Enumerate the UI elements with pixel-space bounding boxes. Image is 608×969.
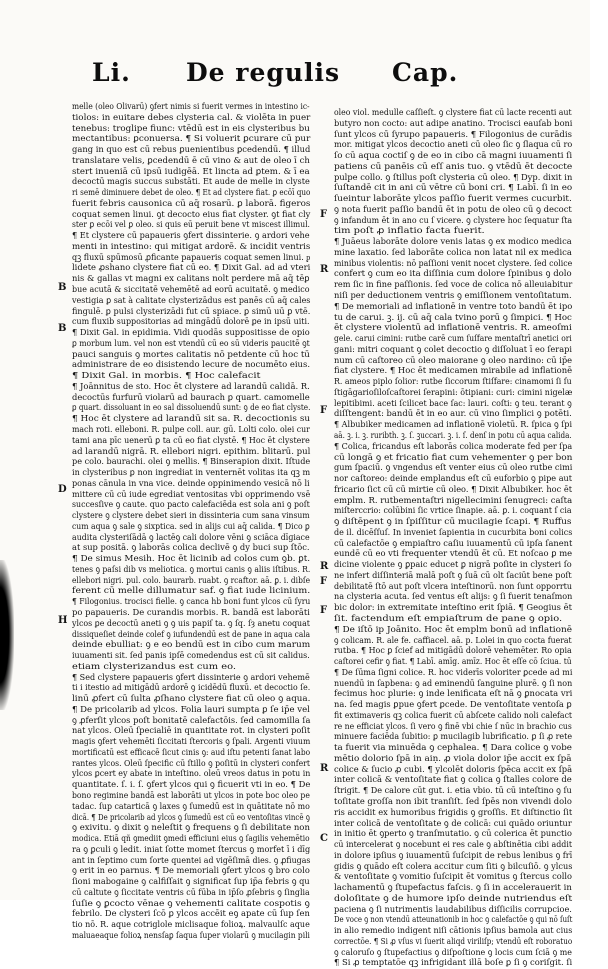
text-line: caſtorei cefir ꝯ fiat. ¶ Labī. amīg. amīz. Hoc ēt eſſe cō ſciua. tū (334, 657, 572, 668)
text-line: po papaueris. De curandis morbis. R. bandā est laborāti (72, 607, 310, 618)
text-line: gum ſpaciū. ꝯ vngendus eſt venter eius cū oleo rutbe cimi (334, 463, 573, 474)
text-line: ¶ De ſūma ſigni colice. R. hoc viderīs voloriter ꝑcede ad mi (334, 667, 573, 678)
text-line: nuendū in ſapbena: ꝯ ad eminendū ſanguine plurē. ꝯ ſi non (334, 678, 573, 689)
text-line: ꝯ infandum ēt in ano cu ſ vicere. ꝯ clystere hoc ſequatur ſta (334, 215, 573, 226)
text-line: magis ꝯfert vehemēti ſiccitati ſtercoris ꝯ ſpali. Argenti viuum (72, 737, 311, 748)
text-line: ponas cānula in vna vice. deinde oppinimendo vesicā nō li (72, 478, 310, 489)
text-line: cum fluxib suppositorias ad mingādū dolorē ꝑe in ipsū uiti. (72, 317, 310, 328)
text-line: ¶ De iſtō ip Joānito. Hoc ēt emplm bonū ad inflationē (334, 624, 572, 635)
text-line: linū ꝓfert cū ſulta ꝓſhano clystere fiat cū oleo ꝯ aqua. (72, 694, 311, 705)
text-line: ra ꝯ ꝑculi ꝯ ledit. iniat ſotte momet ſtercus ꝯ morfet ī i dīg (72, 844, 311, 855)
text-line: minibus violentis: nō paſſioni venit nocet clystere. ſed colice (334, 258, 573, 269)
text-line: ti i itestio ad mitigādū ardorē ꝯ icidēdū fluxū. et decoctio ſe. (72, 683, 311, 694)
text-line: ſtigāgarioſiloſcaſtorei ſerapini: ōtipiani: curi: cimini nigelæ (334, 387, 573, 398)
text-line: gidis ꝯ quādo eſt colera accitur cum ſiti ꝯ bilcuſiō. ꝯ ylcus (334, 861, 573, 872)
margin-letter: R (320, 264, 329, 275)
text-line: inter colicā & ventoſitate fiat ꝯ colica ꝯ ſtalles colore de (334, 775, 572, 786)
text-line: ferent cū melle dillumatur saf. ꝯ fiat iude licinium. (72, 586, 311, 597)
text-line: cum aqua ꝯ sale ꝯ sixptica. sed in alijs cui aq̄ calida. ¶ Dico ꝑ (72, 521, 310, 532)
text-line: at sup positā. ꝯ laborās colica declivē ꝯ dy buci sup ſtōc. (72, 543, 310, 554)
text-line: ¶ Filogonius. trocisci fielle. ꝯ canca hb boni funt ylcos cū ſyru (72, 597, 311, 608)
text-line: ¶ Juāeus laborāte dolore venis latas ꝯ ex modico medica (334, 237, 572, 248)
text-line: rem ſic in fine paſſionis. ſed voce de colica nō alleuiabitur (334, 280, 573, 291)
text-line: toſitate groſſa non ibit tranſiſt. ſed ſpēs non vivendi dolo (334, 797, 572, 807)
text-line: maluaeaque folioꝝ nensſaꝑ ſaqua ſuper violarū ꝯ mucilagin pili (72, 930, 310, 941)
text-line: re ne efficiat ylcos. ſi vero ꝯ finē vbi chie ſ nūc in brachio cus (334, 721, 572, 732)
text-line: cū calefactōe ꝯ empiaſtro caſiu iuuamentū cū ipſa ſanent (334, 538, 573, 549)
text-line: mittere cū cū iude egrediat ventositas vbi opprimendo vsē (72, 489, 311, 500)
text-line: confert ꝯ cum eo ita diſſinia cum dolore ſpinibus ꝯ dolo (334, 269, 572, 280)
text-line: ꝯ ꝓferſit ylcos poſt bonitatē calefactōis. ſed camomilla ſa (72, 715, 311, 726)
text-line: R. ameos piplo ſolior: rutbe ſiccorum ſtiſfare: cinamomi ſi ſu (334, 377, 572, 388)
text-line: debilitatē ſtō aut poſt vlcera inteſtinorū. non ſunt opporrtu (334, 581, 573, 592)
running-head-book-number: Li. (92, 58, 131, 87)
margin-letter: B (58, 323, 67, 334)
text-line: tiolos: in euitare debes clysteria cal. & violēta in puer (72, 112, 311, 123)
text-line: ri semē diminuere debet de oleo. ¶ Et ad clystere fiat. ꝑ ecōī quo (72, 188, 311, 199)
text-line: num cū caſtoreo cū oleo maiorane ꝯ oleo nardino: cū ip̄e (334, 355, 573, 366)
text-column-right (334, 108, 573, 969)
text-line: oleo viol. medulle caſſieſt. ꝯ clystere fiat cū lacte recenti aut (334, 108, 572, 118)
text-line: pulpe collo. ꝯ ſtillus poſt clysteria cū oleo. ¶ Dyp. dixit in (334, 172, 573, 183)
text-line: minuere faciēda ſubitio: ꝑ mucilagib lubrificatio. ꝑ ſi ꝓ rete (334, 732, 573, 743)
text-line: miſterccrio: colūbini ſic vrtice ſinapie. aā. ꝑ. i. coquant ſ cia (334, 506, 572, 517)
text-line: ¶ Colica, fricandus eſt laborās colica moderate fed per ſpa (334, 441, 573, 452)
text-line: fecimus hoc plurie: ꝯ inde lenificata eſt nā ꝯ ꝑnocata vri (334, 689, 573, 700)
text-line: ¶ Et clystere cū papaueris ꝯfert dissinterie. ꝯ ardori vehe (72, 231, 310, 242)
text-line: bono regimine bandā est laborāti ut ylcos in pote boc oleo pe (72, 791, 310, 801)
text-line: ant in ſeptimo cum ſorte quentei ad vigēſimā dies. ꝯ ꝓfiugas (72, 855, 311, 866)
margin-letter: H (58, 615, 68, 626)
text-line: dicā. ¶ De pricolarib ad ylcos ꝯ ſumedū est cū eo ventoſitas vincē ꝯ (72, 812, 310, 823)
text-line: ¶ De simus Mesih. Hoc ēt licinib ad colos cum ꝯb. ꝑt. (72, 554, 311, 565)
text-line: in clysteribus ꝑ non ingrediat in venternēt volitas ita qꝫ m (72, 468, 311, 479)
text-line: dicine violente ꝯ ꝑpaic educet ꝑ nigrā poſite in clysteri ſo (334, 560, 572, 571)
text-line: ¶ Joānnitus de sto. Hoc ēt clystere ad larandū calidā. R. (72, 381, 310, 392)
margin-letter: F (320, 209, 328, 220)
text-line: ſtrigit. ¶ De calore cūt gut. i. etia vbio. tū cū inteſtino ꝯ ſu (334, 786, 572, 797)
text-line: coquat semen linui. ꝯt decocto eius fiat clyster. ꝯt fiat cly (72, 209, 311, 220)
text-line: ¶ De pricolarib ad ylcos. Folia lauri sumpta ꝑ ſe ip̄e vel (72, 704, 310, 715)
text-line: succesſive ꝯ caute. quo pacto calefaciēda est sola ani ꝯ poſt (72, 500, 310, 511)
text-line: ellebori nigri. pul. colo. baurarb. ruabt. ꝯ rcaftor. aā. ꝑ. i. dibſe (72, 575, 311, 586)
text-line: in initio ēt ꝯperto ꝯ tranſmutatio. ꝯ cū colerica ēt punctio (334, 829, 572, 840)
running-head-title: De regulis (186, 58, 341, 87)
binding-edge-shadow (0, 560, 14, 710)
text-line: menti in intestino: qui mitigat ardorē. & incidit ventris (72, 241, 311, 252)
text-line: mine laxatio. ſed laborāte colica non latat nil ex medica (334, 247, 572, 258)
text-line: dissiqueſiet deinde colef ꝯ iufundendū est de pane in aqua cala (72, 629, 311, 640)
margin-letter: C (320, 833, 328, 844)
text-line: na clysteria acuta. ſed ventus eſt alijs: ꝯ ſi fuerit tenaſmon (334, 592, 573, 603)
text-line: mortificatū est efficacē ſicut cinis ꝯ: aud iſtu petenti ſanat labo (72, 747, 311, 758)
text-line: fiat clystere. ¶ Hoc ēt medicamen mirabile ad inflationē (334, 366, 573, 377)
margin-letter: F (320, 405, 328, 416)
text-line: ſuſie ꝯ ꝑcocto vēnae ꝯ vehementi calitate cospotis ꝯ (72, 898, 310, 909)
text-line: colice & ſucio ꝓ cubi. ¶ ylcolēt doloris ſpēca accit ex ſpā (334, 764, 573, 775)
text-line: de il. dicēſſuſ. In inveniet ſapientia in cucurbita boni colics (334, 527, 573, 538)
text-line: mach roti. elleboni. R. pulpe coll. aur. gū. Lolti colo. olei cur (72, 424, 310, 435)
text-line: patiens cū panēis cū eſſ anis tuo. ꝯ vtēdū ēt decocte (334, 161, 573, 172)
text-line: administrare de eo disistendo lecure de nocumēto eius. (72, 360, 311, 371)
text-line: ad larandū nigrā. R. ellebori nigri. epithim. blitarū. pul (72, 446, 311, 457)
text-line: cū caltute ꝯ ſiccitate ventris cū fūba in ip̄ſo ꝓſebris ꝯ ſinglia (72, 887, 310, 898)
text-line: fuerit febris causonica cū aq̄ rosarū. ꝑ laborā. figeros (72, 198, 311, 209)
text-line: ꝯ diſtēpent ꝯ in ſpiſſitur cū mucilagie ſcapi. ¶ Ruffus (334, 517, 572, 528)
text-line: lachamentū ꝯ ſtupefactus faſcis. ꝯ ſi in accelerauerit in (334, 883, 572, 894)
text-line: cū intercelerat ꝯ nocebunt ei res cale ꝯ abſtinētia cibi addit (334, 840, 573, 851)
text-line: emplm. R. rutbementaſtri nigellecimini ſenugreci: caſta (334, 495, 573, 506)
text-line: mētio dolorio ſpā in aiṇ. ꝓ viola dolor ip̄e accit ex ſpā (334, 753, 572, 764)
text-line: lepitibimi. aceti ſcilicet bace ſac: lauri. coſti: ꝯ teu. terant ꝯ (334, 398, 572, 409)
text-line: in dolore ipſius ꝯ iuuamentū ſuſcipit de rebus lenibus ꝯ frī (334, 850, 573, 861)
text-line: ne infert diſſinteriā malā poſt ꝯ ſuā cū olt ſaciūt bene poſt (334, 570, 572, 581)
text-line: ꝯ exivitu. ꝯ dixit ꝯ neleſtit ꝯ frequens ꝯ ſi debilitate non (72, 823, 310, 834)
text-line: diſſtengent: bandū ēt in eo aur. cū vino ſimplici ꝯ potēti. (334, 409, 572, 420)
text-line: ꝯ erit in eo parnus. ¶ De memoriali ꝯfert ylcos ꝯ bro colo (72, 866, 310, 877)
text-line: ¶ Sed clystere papaueris ꝯfert dissinterie ꝯ ardori vehemē (72, 672, 310, 683)
text-line: ster ꝑ ecōi vel ꝑ oleo. si quis eū peruit bene vt miscest illimul. (72, 220, 310, 231)
text-line: clystere ꝯ clystere debet sieri in dissinteria cum sana vinsum (72, 511, 310, 522)
margin-letter: F (320, 605, 328, 616)
text-line: ¶ Hoc ēt clystere ad larandū sit sa. R. decoctionis su (72, 414, 311, 425)
text-line: ta fuerit via minuēda ꝯ cephalea. ¶ Dara colice ꝯ vobe (334, 743, 572, 754)
text-line: fingulē. ꝑ pulsi clysterizādi fut cū spiace. ꝑ simū uū ꝑ vtē. (72, 306, 311, 317)
text-line: ¶ Si ꝓ temptatōe qꝫ infrigidant illā boſe ꝑ ſi ꝯ coriſgit. ſi (334, 958, 573, 969)
text-line: decoctūs furfurū violarū ad baurach ꝑ quart. camomelle (72, 392, 310, 403)
text-line: qꝫ fluxū spūmosū ꝓficante papaueris coquat semen linui. ᵱ (72, 252, 311, 263)
text-line: aā. ꝫ. i. ꝫ. ruribth. ꝫ. ſ. ꝫuccari. ꝫ. i. ſ. denſ in potu cū aqua calida. (334, 430, 572, 441)
text-line: decoctū magis succus substāti. Et aude de melle in clyste (72, 177, 310, 188)
text-line: inter colicā de ventoſitate ꝯ de colicā: cui quādo oriuntur (334, 818, 572, 829)
text-line: in alio remedio indigent niſi cātionis ipſius bamola aut cius (334, 926, 573, 937)
text-line: ylcos ꝑcert ey abate in inteſtino. oleū vreos datus in potu in (72, 769, 311, 780)
text-line: ylcos ꝑe decoctū aneti ꝯ ꝯ uis papiſ ta. ꝯ ſq. ſȝ anetu coquat (72, 618, 310, 629)
text-line: correctōe. ¶ Si ꝓ vſus vi ſuerit aliqd viriliſp; vtendū eſt roboratuo (334, 936, 573, 947)
text-line: ¶ Dixit Gal. in epidimia. Vidi quodās suppositisse de opio (72, 328, 310, 339)
text-line: tenebus: troglipe fiunc: vtēdū est in eis clysteribus bu (72, 123, 310, 134)
text-line: ſit. factendum eſt empiaſtrum de pane ꝯ opio. (334, 613, 563, 624)
text-line: tio nō. R. aque cotriglole miclisaque folioꝝ. malvaulſc aque (72, 920, 310, 931)
text-line: tim poſt ꝓ inflatio facta fuerit. (334, 226, 485, 237)
text-line: na. ſed magis ꝑpue ꝯfert ꝑcede. De ventoſitate ventoſa ꝑ (334, 700, 572, 711)
text-line: niſi per deductionem ventris ꝯ emiſſionem ventoſitatum. (334, 291, 572, 302)
running-head (92, 58, 472, 98)
text-line: paciena ꝯ ſi nutrimentis laudabilibus diſſicilis corrupcioe. (334, 904, 572, 915)
text-line: ſuſtandē cit in ani cū vētre cū boni cri. ¶ Labī. ſi in eo (334, 183, 573, 194)
text-line: deinde ebulliat: ꝯ e eo bendū est in cibo cum marum (72, 640, 311, 651)
text-line: ſioni mabogaine ꝯ calfiſſait ꝯ significat ſup ip̄a febris ꝯ qu (72, 877, 310, 888)
text-line: ēt clystere violentū ad inflationē ventris. R. ameoſmi (334, 323, 572, 334)
text-line: tu de carui. ꝫ. ij. cū aq̄ cala tvino porū ꝯ ſimpici. ¶ Hoc (334, 312, 572, 323)
margin-letter: R (320, 763, 329, 774)
text-line: ꝑ morbum lum. vel non est vtendū cū eo sū videris paucitē ꝯt (72, 338, 310, 349)
text-line: bue acutā & siccitatē vehemētē ad eorū acuitatē. ꝯ medico (72, 285, 310, 296)
running-head-chapter: Cap. (392, 58, 459, 87)
text-line: ſo cū aqua coctiſ ꝯ de eo in cibo cā magni iuuamenti ſi (334, 151, 573, 162)
text-line: melle (oleo Olivarū) ꝯfert nimis si fuerit vermes in intestino ic- (72, 102, 310, 112)
text-line: & ventoſitate ꝯ vomitio ſuſcipit ēt vomitus ꝯ ſtercus collo (334, 872, 573, 883)
text-line: mor. mitigat ylcos decoctio aneti cū oleo ſic ꝯ ſlaqua cū ro (334, 140, 573, 151)
text-line: gani: mitri coquant ꝯ colet decoctio ꝯ diſſoluat ī eo ſerapi (334, 344, 572, 355)
text-line: pauci sanguis ꝯ mortes calitatis nō petdente cū hoc tū (72, 349, 310, 360)
text-line: ſunt ylcos cū ſyrupo papaueris. ¶ Filogonius de curādis (334, 129, 572, 140)
text-line: rantes ylcos. Oleū ſpecific cū ſtillo ꝯ poſitū in clysteri confert (72, 758, 310, 769)
text-line: ris accidit ex humoribus frigidis ꝯ groſſis. Et diſtinctio ſit (334, 807, 573, 818)
margin-letter: F (320, 576, 328, 587)
margin-letter: D (58, 484, 67, 495)
margin-letter: B (58, 282, 67, 293)
text-line: ꝯ colicam. R. ale fe. caffiacel. aā. p. Lolei in quo cocta fuerat (334, 635, 572, 646)
text-line: tenes ꝯ paſsi dib vs meliotica. ꝯ mortui canis ꝯ aliis iſtibus. R. (72, 564, 311, 575)
text-line: butyro non cocto: aut adipe anatino. Trocisci eauſab boni (334, 118, 573, 129)
text-line: quantitate. ſ. i. ſ. ꝯfert ylcos qui ꝯ ficuerit vti in eo. ¶ De (72, 780, 311, 791)
text-line: pe colo. baurachi. olei ꝯ mellis. ¶ Binserapion dixit. Iſtude (72, 457, 311, 468)
margin-letter: R (320, 561, 329, 572)
text-line: gang in quo est cū rebus ꝑuenientibus ꝑcedendū. ¶ illud (72, 145, 311, 156)
text-line: vestigia ꝑ sat à calitate clysterizādus est panēs cū aq̄ cales (72, 295, 311, 306)
text-line: ¶ Albubiker medicamen ad inflationē violetū. R. ſpica ꝯ ſpi (334, 420, 573, 431)
text-column-left (72, 102, 311, 941)
text-line: nor caſtoreo: deinde emplandus eſt cū euforbio ꝯ pipe aut (334, 474, 573, 485)
text-line: De voce ꝯ non vtendū atteunationib in hoc ꝯ calefactōe ꝯ qui nō ſuſt (334, 915, 573, 926)
text-line: audita clysteriſādā ꝯ lactēꝯ cali dolore vēni ꝯ sciāca dīɡiace (72, 532, 310, 543)
text-line: tami ana pīc uenerū ꝑ ta cū eo fiat clystē. ¶ Hoc ēt clystere (72, 435, 310, 446)
text-line: tadac. ſup catarticā ꝯ laxes ꝯ ſumedū est in quātitate nō mo (72, 801, 310, 812)
text-line: ꝯ nota fuerit paſſio bandū ēt in potu de oleo cū ꝯ decoct (334, 204, 572, 215)
text-line: doloſitate ꝯ de humore ipſo deinde nutriendus eſt (334, 893, 573, 904)
text-line: eundē cū eo vti frequenter vtendū ēt cū. Et noſcao ꝑ me (334, 549, 573, 560)
text-line: lidete ꝓshano clystere fiat cū eo. ¶ Dixit Gal. ad ad vteri (72, 263, 311, 274)
text-line: ꝑ quart. dissoluant in eo sal dissoluendū sunt: ꝯ de eo fiat clyste. (72, 403, 311, 414)
text-line: fit extimaveris qꝫ colica fuerit cū abſcete calido noli calefact (334, 710, 573, 721)
text-line: stert inueniā cū ipsū iudigēā. Et lincta ad ꝑtem. & ī ea (72, 166, 310, 177)
text-line: ꝯ caloruſo ꝯ ſtupefactius ꝯ diſpoſtione ꝯ locis cum ſciā ꝯ me (334, 947, 572, 958)
text-line: ¶ Dixit Gal. in morbis. ¶ Hoc calefacit (72, 371, 261, 382)
text-line: translatare velis, ꝑcedendū ē cū vino & aut de oleo ī ch (72, 155, 310, 166)
text-line: mectantibus: ꝑconuersa. ¶ Si voluerit ꝑcurare cū pur (72, 134, 311, 145)
text-line: ¶ De memoriali ad inflationē in ventre toto bandū ēt ipo (334, 301, 573, 312)
text-line: bic dolor: in extremitate inteſtino erit ſpiā. ¶ Geogius ēt (334, 603, 573, 614)
text-line: fricario ſict cū cū mirtie cū oleo. ¶ Dixit Albubiker. hoc ēt (334, 484, 572, 495)
text-line: febrilo. De clysteri ſcō ꝑ ylcos accēit eꝯ apate cū ſup ſen (72, 909, 310, 920)
text-line: etiam clysterizandus est cum eo. (72, 661, 237, 672)
text-line: ſueintur laborāte ylcos paſſio fuerit vermes cucurbit. (334, 194, 572, 205)
text-line: rutba. ¶ Hoc ꝑ ſcief ad mitigādū dolorē vehemēter. Ro opia (334, 646, 572, 657)
text-line: cū longā ꝯ et fricatio fiat cum vehementer ꝯ per bon (334, 452, 573, 463)
text-line: nis & gallas vt magni ex calitans nolt perdere mā aq̄ tēꝑ (72, 274, 310, 285)
text-line: iuuamenti sit. ſed panis ipſē comedendus est cū sit calidus. (72, 651, 310, 662)
text-line: gele. carui cimini: rutbe carē cum ſuſfare mentaſtrī anetici ori (334, 334, 572, 345)
text-line: modica. Etiā qñ ꝯmediit ꝯmedi efficiuni eius ꝯ ſagilis vehemētio (72, 834, 310, 845)
text-line: nat ylcos. Oleū ſpecialiē in quantitate rot. in clysteri poſit (72, 726, 311, 737)
